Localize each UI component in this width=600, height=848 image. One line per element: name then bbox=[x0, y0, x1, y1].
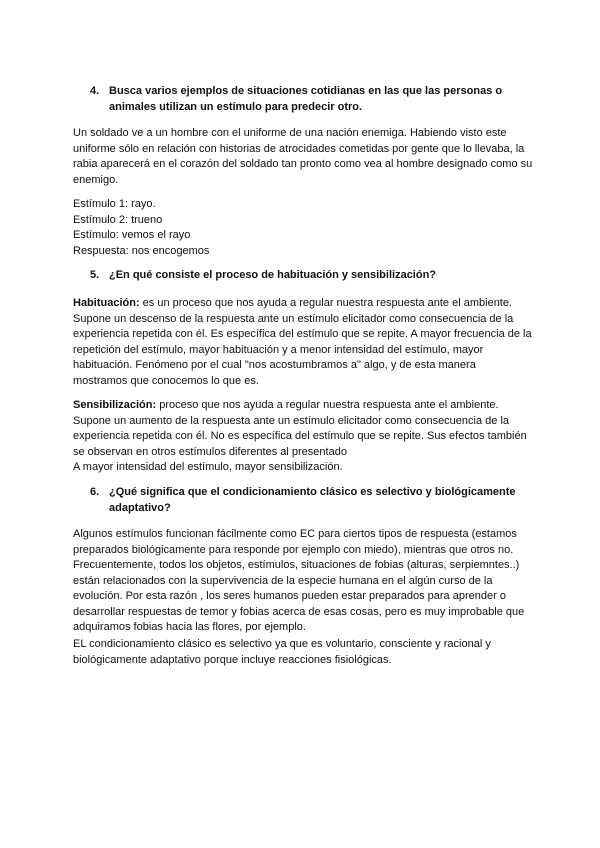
question-number: 5. bbox=[90, 269, 100, 281]
term-sensibilizacion: Sensibilización: bbox=[73, 399, 157, 411]
example-line: Estímulo 2: trueno bbox=[73, 213, 163, 226]
term-habituacion: Habituación: bbox=[73, 297, 140, 309]
paragraph-sensibilizacion bbox=[73, 398, 533, 476]
definition-sensibilizacion: proceso que nos ayuda a regular nuestra respuesta ante el ambiente. Supone un aumento de la respuesta ante un estímulo elicitador como consecuencia de la experiencia repetida con él. No es específica del estímulo que se repite. Sus efectos también se observan en otros estímulos diferentes al presentado bbox=[73, 399, 527, 458]
question-text: ¿En qué consiste el proceso de habituación y sensibilización? bbox=[109, 269, 437, 281]
question-5 bbox=[90, 268, 530, 284]
example-line: Respuesta: nos encogemos bbox=[73, 244, 210, 257]
example-line: Estímulo 1: rayo. bbox=[73, 198, 156, 210]
paragraph-habituacion bbox=[73, 296, 533, 389]
paragraph-conclusion: EL condicionamiento clásico es selectivo ya que es voluntario, consciente y racional y biológicamente adaptativo porque incluye reacciones fisiológicas. bbox=[73, 638, 491, 666]
example-list bbox=[73, 197, 533, 259]
paragraph-soldado: Un soldado ve a un hombre con el uniforme de una nación enemiga. Habiendo visto este uniforme sólo en relación con historias de atrocidades cometidas por gente que lo llevaba, la rabia aparecerá en el corazón del soldado tan pronto como vea al hombre designado como su enemigo. bbox=[73, 127, 533, 186]
question-text: ¿Qué significa que el condicionamiento clásico es selectivo y biológicamente adaptativo? bbox=[109, 486, 516, 514]
question-number: 4. bbox=[90, 85, 100, 97]
question-4 bbox=[90, 84, 530, 115]
definition-habituacion: es un proceso que nos ayuda a regular nuestra respuesta ante el ambiente. Supone un descenso de la respuesta ante un estímulo elicitador como consecuencia de la experiencia repetida con él. Es específica del estímulo que se repite. A mayor frecuencia de la repetición del estímulo, mayor habituación y a menor intensidad del estímulo, mayor habituación. Fenómeno por el cual "nos acostumbramos a" algo, y de esta manera mostramos que conocemos lo que es. bbox=[73, 297, 532, 387]
sensibilizacion-note: A mayor intensidad del estímulo, mayor sensibilización. bbox=[73, 461, 343, 473]
question-6 bbox=[90, 485, 530, 516]
paragraph-estimulos: Algunos estímulos funcionan fácilmente como EC para ciertos tipos de respuesta (estamos preparados biológicamente para responde por ejemplo con miedo), mientras que otros no. Frecuentemente, todos los objetos, estímulos, situaciones de fobias (alturas, serpiemntes..) están relacionados con la supervivencia de la especie humana en el algún curso de la evolución. Por esta razón , los seres humanos pueden estar preparados para aprender o desarrollar respuestas de temor y fobias acerca de esas cosas, pero es muy improbable que adquiramos fobias hacia las flores, por ejemplo. bbox=[73, 528, 525, 633]
question-number: 6. bbox=[90, 486, 100, 498]
question-text: Busca varios ejemplos de situaciones cotidianas en las que las personas o animales utilizan un estímulo para predecir otro. bbox=[109, 85, 503, 113]
example-line: Estímulo: vemos el rayo bbox=[73, 229, 191, 241]
